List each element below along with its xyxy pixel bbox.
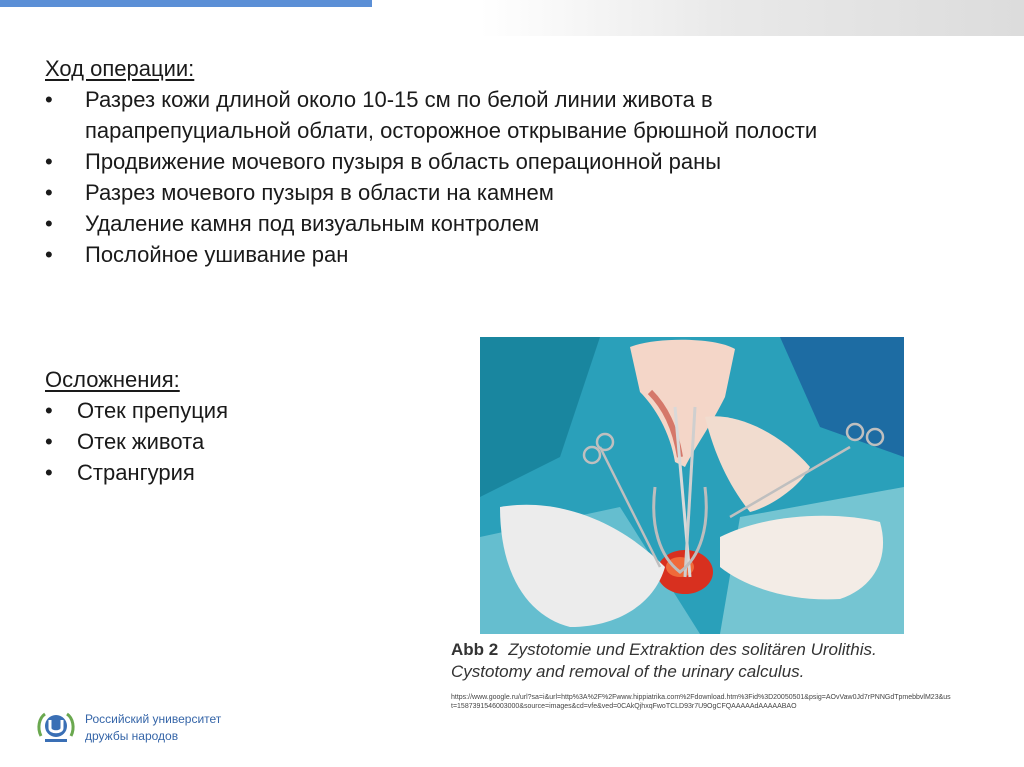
university-name-line2: дружбы народов — [85, 729, 179, 743]
list-item — [45, 146, 885, 177]
bullet: • — [45, 87, 53, 112]
top-gradient-bar — [480, 0, 1024, 36]
surgery-photo — [480, 337, 904, 634]
bullet: • — [45, 149, 53, 174]
list-item-text: Отек живота — [77, 429, 205, 454]
list-item-text: Послойное ушивание ран — [85, 242, 349, 267]
list-item-text: Разрез мочевого пузыря в области на камнем — [85, 180, 554, 205]
university-logo-icon — [35, 706, 77, 748]
list-item — [45, 208, 885, 239]
list-item-text: Странгурия — [77, 460, 195, 485]
list-item — [45, 177, 885, 208]
complications-title: Осложнения: — [45, 367, 180, 392]
bullet: • — [45, 242, 53, 267]
complications-list — [45, 395, 228, 488]
operation-steps-list — [45, 84, 885, 270]
source-url[interactable]: https://www.google.ru/url?sa=i&url=http%3A%2F%2Fwww.hippiatrika.com%2Fdownload.htm%3Fid%3D20050501&psig=AOvVaw0Jd7rPNNGdTpmebbvlM23&ust=1587391546003000&source=images&cd=vfe&ved=0CAkQjhxqFwoTCLD93r7U9OgCFQAAAAAdAAAAABAO — [451, 694, 951, 710]
list-item — [45, 84, 885, 146]
bullet: • — [45, 398, 53, 423]
list-item — [45, 426, 228, 457]
operation-title: Ход операции: — [45, 56, 195, 81]
figure-number: Abb 2 — [451, 640, 499, 659]
bullet: • — [45, 211, 53, 236]
list-item — [45, 457, 228, 488]
figure-caption-english: Cystotomy and removal of the urinary calculus. — [451, 662, 805, 681]
figure-caption-german — [451, 640, 877, 660]
bullet: • — [45, 460, 53, 485]
list-item — [45, 395, 228, 426]
bullet: • — [45, 429, 53, 454]
list-item-text: Отек препуция — [77, 398, 229, 423]
list-item-text: Удаление камня под визуальным контролем — [85, 211, 540, 236]
list-item-text: Разрез кожи длиной около 10-15 см по белой линии живота в парапрепуциальной облати, осторожное открывание брюшной полости — [85, 87, 818, 143]
university-name — [85, 711, 221, 745]
list-item — [45, 239, 885, 270]
top-accent-bar — [0, 0, 372, 7]
bullet: • — [45, 180, 53, 205]
list-item-text: Продвижение мочевого пузыря в область операционной раны — [85, 149, 722, 174]
university-name-line1: Российский университет — [85, 712, 222, 726]
figure-caption-de-text: Zystotomie und Extraktion des solitären Urolithis. — [508, 640, 877, 659]
